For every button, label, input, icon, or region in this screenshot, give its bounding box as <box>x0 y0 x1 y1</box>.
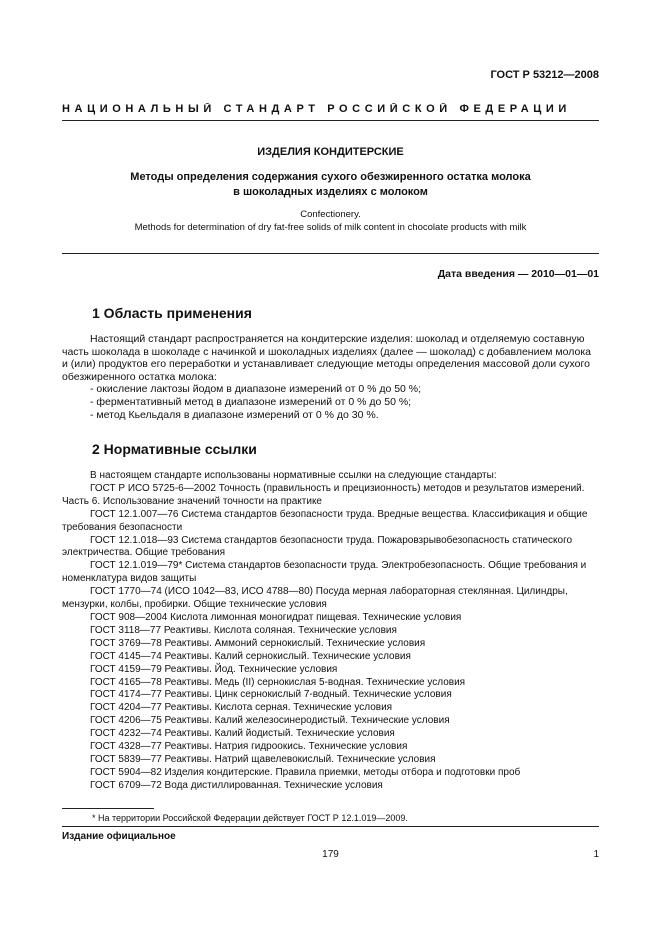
national-standard-banner: НАЦИОНАЛЬНЫЙ СТАНДАРТ РОССИЙСКОЙ ФЕДЕРАЦИИ <box>62 103 571 115</box>
reference-item: ГОСТ 5839—77 Реактивы. Натрий щавелевокислый. Технические условия <box>90 753 436 765</box>
reference-item: ГОСТ 6709—72 Вода дистиллированная. Технические условия <box>90 779 383 791</box>
reference-item: ГОСТ 4165—78 Реактивы. Медь (II) сернокислая 5-водная. Технические условия <box>90 676 466 688</box>
reference-item: ГОСТ 4204—77 Реактивы. Кислота серная. Технические условия <box>90 702 393 714</box>
top-divider <box>62 120 599 121</box>
document-subtitle <box>62 170 599 200</box>
footer-divider <box>62 826 599 827</box>
scope-paragraph: Настоящий стандарт распространяется на кондитерские изделия: шоколад и отделяемую составную часть шоколада в шоколаде с начинкой и шоколадных изделиях (далее — шоколад) с добавлением молока и (или) продуктов его переработки и устанавливает следующие методы определения массовой доли сухого обезжиренного остатка молока: <box>62 333 592 383</box>
section-2-body <box>62 470 599 793</box>
gost-number: ГОСТ Р 53212—2008 <box>490 69 599 81</box>
reference-item: ГОСТ 4145—74 Реактивы. Калий сернокислый. Технические условия <box>90 650 411 662</box>
reference-item: ГОСТ 3118—77 Реактивы. Кислота соляная. Технические условия <box>90 624 397 636</box>
method-item: - ферментативный метод в диапазоне измерений от 0 % до 50 %; <box>90 395 412 408</box>
subtitle-line-1: Методы определения содержания сухого обезжиренного остатка молока <box>130 171 531 183</box>
english-title-line-1: Confectionery. <box>300 209 361 220</box>
introduction-date: Дата введения — 2010—01—01 <box>437 268 599 280</box>
page-number: 179 <box>322 849 339 860</box>
section-1-body <box>62 333 599 421</box>
reference-item: ГОСТ 12.1.019—79* Система стандартов безопасности труда. Электробезопасность. Общие требования и номенклатура видов защиты <box>62 560 587 585</box>
reference-item: ГОСТ 4159—79 Реактивы. Йод. Технические условия <box>90 663 338 675</box>
section-2-heading: 2 Нормативные ссылки <box>92 441 257 457</box>
reference-item: ГОСТ 4206—75 Реактивы. Калий железосинеродистый. Технические условия <box>90 715 450 727</box>
reference-item: ГОСТ 4174—77 Реактивы. Цинк сернокислый 7-водный. Технические условия <box>90 689 452 701</box>
reference-item: ГОСТ 12.1.018—93 Система стандартов безопасности труда. Пожаровзрывобезопасность статического электричества. Общие требования <box>62 534 573 559</box>
edition-number: 1 <box>593 849 599 860</box>
reference-item: ГОСТ Р ИСО 5725-6—2002 Точность (правильность и прецизионность) методов и результатов измерений. Часть 6. Использование значений точности на практике <box>62 482 585 507</box>
section-1-heading: 1 Область применения <box>92 305 252 321</box>
reference-item: ГОСТ 1770—74 (ИСО 1042—83, ИСО 4788—80) Посуда мерная лабораторная стеклянная. Цилиндры, мензурки, колбы, пробирки. Общие технические условия <box>62 586 568 611</box>
english-title <box>62 208 599 234</box>
footnote-divider <box>62 808 154 809</box>
reference-item: ГОСТ 4328—77 Реактивы. Натрия гидроокись. Технические условия <box>90 741 408 753</box>
english-title-line-2: Methods for determination of dry fat-free solids of milk content in chocolate products with milk <box>134 222 527 233</box>
reference-item: ГОСТ 5904—82 Изделия кондитерские. Правила приемки, методы отбора и подготовки проб <box>90 766 521 778</box>
method-item: - метод Кьельдаля в диапазоне измерений от 0 % до 30 %. <box>90 408 379 421</box>
title-divider <box>62 253 599 254</box>
reference-item: ГОСТ 908—2004 Кислота лимонная моногидрат пищевая. Технические условия <box>90 611 462 623</box>
official-edition-label: Издание официальное <box>62 831 176 842</box>
reference-item: ГОСТ 4232—74 Реактивы. Калий йодистый. Технические условия <box>90 728 395 740</box>
reference-item: ГОСТ 3769—78 Реактивы. Аммоний сернокислый. Технические условия <box>90 637 426 649</box>
references-intro: В настоящем стандарте использованы нормативные ссылки на следующие стандарты: <box>90 470 497 481</box>
method-item: - окисление лактозы йодом в диапазоне измерений от 0 % до 50 %; <box>90 383 422 396</box>
footnote: * На территории Российской Федерации действует ГОСТ Р 12.1.019—2009. <box>92 813 408 823</box>
subtitle-line-2: в шоколадных изделиях с молоком <box>233 186 428 198</box>
reference-item: ГОСТ 12.1.007—76 Система стандартов безопасности труда. Вредные вещества. Классификация и общие требования безопасности <box>62 508 588 533</box>
document-title: ИЗДЕЛИЯ КОНДИТЕРСКИЕ <box>257 146 404 158</box>
